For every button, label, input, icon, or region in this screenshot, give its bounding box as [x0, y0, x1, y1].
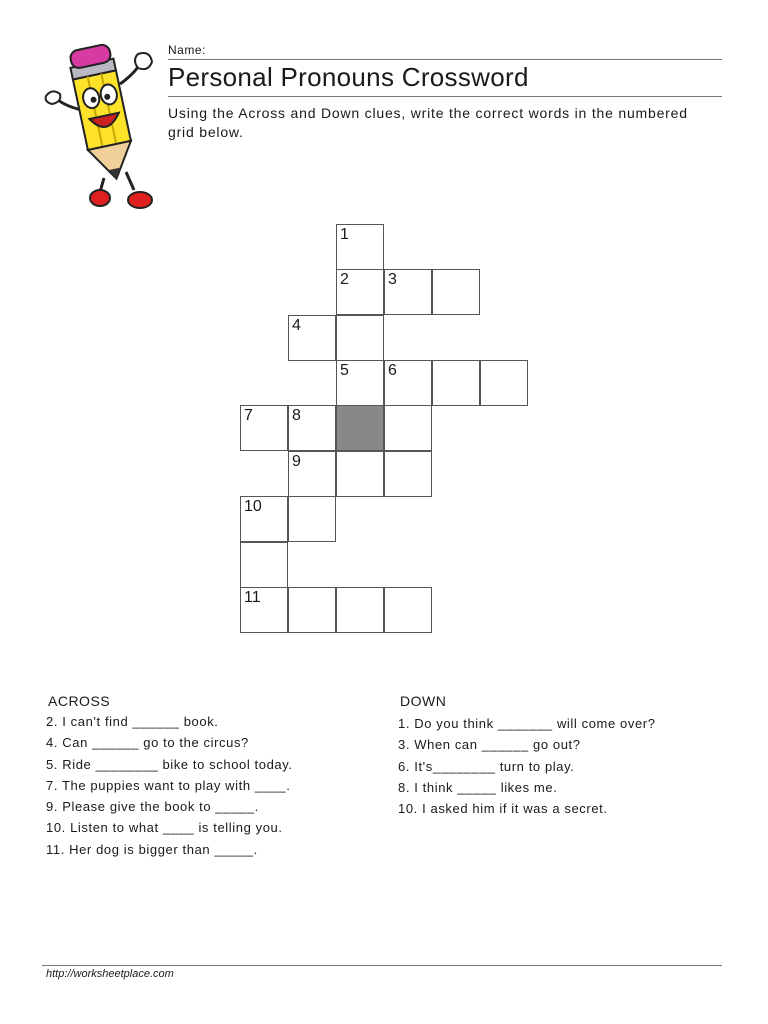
footer-divider	[42, 965, 722, 966]
crossword-cell[interactable]	[384, 587, 432, 633]
clue-number: 7	[244, 407, 253, 424]
footer-url: http://worksheetplace.com	[46, 968, 174, 980]
crossword-cell[interactable]	[384, 405, 432, 451]
crossword-cell[interactable]	[384, 451, 432, 497]
crossword-cell[interactable]	[288, 496, 336, 542]
across-clue: 11. Her dog is bigger than _____.	[46, 841, 258, 857]
crossword-cell[interactable]	[336, 315, 384, 361]
clue-number: 1	[340, 226, 349, 243]
crossword-cell-1[interactable]	[336, 224, 384, 270]
crossword-cell-8[interactable]	[288, 405, 336, 451]
clue-number: 6	[388, 362, 397, 379]
crossword-cell[interactable]	[240, 542, 288, 588]
clue-number: 4	[292, 317, 301, 334]
clue-number: 5	[340, 362, 349, 379]
across-clue: 4. Can ______ go to the circus?	[46, 735, 249, 751]
crossword-cell-10[interactable]	[240, 496, 288, 542]
instructions: Using the Across and Down clues, write the correct words in the numbered grid below.	[168, 105, 688, 140]
down-heading: DOWN	[400, 693, 447, 709]
clue-number: 9	[292, 453, 301, 470]
clue-number: 10	[244, 498, 262, 515]
crossword-cell[interactable]	[432, 269, 480, 315]
down-clue: 1. Do you think _______ will come over?	[398, 716, 656, 731]
across-clue-list	[46, 714, 293, 863]
crossword-cell-4[interactable]	[288, 315, 336, 361]
crossword-cell-7[interactable]	[240, 405, 288, 451]
page-title: Personal Pronouns Crossword	[168, 62, 529, 92]
crossword-cell-11[interactable]	[240, 587, 288, 633]
crossword-cell-5[interactable]	[336, 360, 384, 406]
down-clue: 8. I think _____ likes me.	[398, 779, 558, 795]
crossword-cell[interactable]	[336, 587, 384, 633]
across-clue: 9. Please give the book to _____.	[46, 799, 259, 815]
across-clue: 10. Listen to what ____ is telling you.	[46, 820, 283, 836]
title-divider	[168, 96, 722, 97]
clue-number: 3	[388, 271, 397, 288]
pencil-mascot-icon	[42, 40, 164, 216]
down-clue: 3. When can ______ go out?	[398, 737, 581, 753]
crossword-cell[interactable]	[480, 360, 528, 406]
crossword-cell-9[interactable]	[288, 451, 336, 497]
down-clue: 6. It's________ turn to play.	[398, 758, 575, 774]
across-clue: 5. Ride ________ bike to school today.	[46, 756, 293, 772]
clue-number: 8	[292, 407, 301, 424]
down-clue-list	[398, 716, 656, 822]
crossword-cell[interactable]	[288, 587, 336, 633]
across-clue: 2. I can't find ______ book.	[46, 714, 219, 729]
crossword-cell-2[interactable]	[336, 269, 384, 315]
name-line[interactable]	[168, 59, 722, 60]
crossword-cell-6[interactable]	[384, 360, 432, 406]
shaded-cell	[336, 405, 384, 451]
crossword-cell-3[interactable]	[384, 269, 432, 315]
across-heading: ACROSS	[48, 693, 111, 709]
across-clue: 7. The puppies want to play with ____.	[46, 777, 291, 793]
crossword-cell[interactable]	[432, 360, 480, 406]
crossword-cell[interactable]	[336, 451, 384, 497]
name-label: Name:	[168, 43, 206, 57]
clue-number: 11	[244, 589, 261, 606]
clue-number: 2	[340, 271, 349, 288]
down-clue: 10. I asked him if it was a secret.	[398, 801, 608, 817]
